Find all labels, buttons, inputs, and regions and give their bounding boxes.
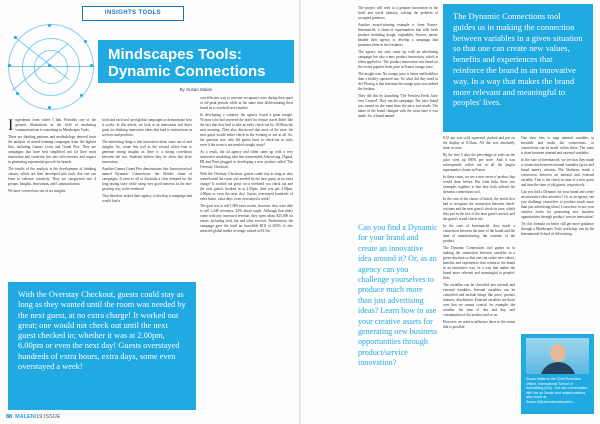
paragraph: The insight was: No orange juice is better and healthier than a freshly squeezed one. So what did they need to do? Placing it that Intermarché orange juice was indeed the freshest.	[358, 72, 438, 91]
pull-quote-text: Can you find a Dynamic for your brand and create an innovative idea around it? Or, as an agency can you challenge yourselves to produce much more than just advertising ideas? Learn how to use your creative assets for generating new business opportunities through product/service innovation?	[358, 223, 438, 368]
paragraph: The project will seek to a genuine innovation in the hotel and travel industry, solving the problem of occupied premises.	[358, 6, 438, 20]
page-number: 88	[6, 414, 13, 420]
paragraph: tools and each tool used global campaigns to demonstrate how it works. In this article, we look at an innovation tool that's great for thinking innovative ideas that lead to interactions in services and products.	[102, 118, 192, 137]
article-title	[98, 40, 294, 83]
paragraph: There are thinking patterns and methodology derived from the analysis of award-winning campaigns from the highest lists, including Cannes Lions and Grand Prix. They are campaigns that have best simplified not for their most innovation and creativity but also effectiveness and impact in generating exponential growth for brands.	[8, 135, 96, 164]
art-node	[90, 64, 93, 67]
body-column-1	[8, 118, 96, 278]
paragraph: We have covered one out of six insights	[8, 189, 66, 193]
right-page	[301, 0, 600, 424]
issue-label: /19 ISSUE	[34, 414, 61, 420]
paragraph: Another award-winning example is from France. Intermarché, a chain of supermarkets that sells fresh produce including dough, vegetables, flowers, meats, headed their agency to develop a campaign that promotes them in the freshness.	[358, 23, 438, 47]
art-node	[48, 106, 51, 109]
drop-cap: I	[8, 118, 14, 134]
art-node	[84, 40, 87, 43]
paragraph: With the Overstay Checkout, guests could stay as long as they wanted until the room was needed by the next guest, at no extra charge! It worked out great: on a weekend you check out and the next guest's booked in at 2.00pm, then you get 2.00pm, 4.00pm or even the next day! Guests overstayed hundreds of extra hours, extra days, even overstayed a week!	[200, 172, 293, 201]
title-line-1: Mindscapes Tools:	[108, 46, 242, 63]
paragraph: One then tries to map internal variables to movable and make the connections, or connections can be made within these. The same is done between internal and external variables.	[521, 136, 594, 155]
body-column-3	[200, 96, 293, 414]
art-node	[80, 94, 83, 97]
paragraph: In the case of the classic of hotels, the hotels first had to recognise the connection between check-out time and the next guest's check-in time, which they put in the fact of the next guest's arrival, and the guest's actual check-out.	[443, 197, 515, 221]
art-node	[14, 36, 17, 39]
art-node	[48, 24, 51, 27]
body-column-6	[521, 136, 594, 330]
author-bio-box	[521, 334, 594, 414]
magazine-brand: MALEN	[15, 414, 35, 420]
body-column-2	[102, 118, 192, 278]
section-tag: INSIGHTS TOOLS	[82, 6, 184, 21]
paragraph: In these cases, we see a new service/ product that would draw before. But what links these two examples together is that they both utilised the dynamic connections tool.	[443, 175, 515, 194]
page-folio	[6, 414, 60, 420]
paragraph: The variables can be classified into internal and external variables. Internal variables can be controlled and include things like price, product features, distribution. External variables are those over that we cannot control, for example: the weather, the time of day and day, and consumption of the product and so on.	[443, 283, 515, 317]
paragraph: In developing a solution, the agency found a great insight. Visitors who had reserved the hotel for leisure travel didn't like the fact that they had to take an early check-out by 10.00am the next morning. They also discovered that most of the time, the next guest would either check-in the evening or not at all. So, the question was, why did guests have to check-out so early even if the room is not needed straight away?	[200, 113, 293, 147]
paragraph: The results of the analysis is the development of thinking classes, which are then developed into tools that one can learn to enhance creativity. They are categorised into 4 groups: Insights, Innovation, and Communication.	[8, 167, 96, 186]
author-photo	[526, 338, 589, 374]
paragraph: The interesting thing is that innovative ideas come out of real insights. So, create this tool as the second which lean to generate strong insights as there is a strong correlation between the two. Students believe they be ideas that drive innovation.	[102, 140, 192, 164]
paragraph: ngredients from where I link. Probably one of the greatest illustrations in the field of marketing communications is something in Mindscapes Tools.	[15, 118, 96, 132]
paragraph: That therefore tasked their agency to develop a campaign that would find a	[102, 194, 192, 203]
left-page	[0, 0, 299, 424]
body-column-5	[443, 136, 515, 414]
title-line-2: Dynamic Connections	[108, 63, 266, 80]
art-node	[48, 64, 51, 67]
pull-quote-box: With the Overstay Checkout, guests could stay as long as they wanted until the room was needed by the next guest, at no extra charge! It worked out great; one would not check out until the next guest checked in; whether it was at 2.00pm, 6.00pm or even the next day! Guests overstayed hundreds of extra hours, extra days, some even overstayed a week!	[8, 282, 196, 410]
paragraph: 8:35 am was sold, squeezed, packed and put on the display at 8.35am. All this was absolutely done in store.	[443, 136, 515, 150]
paragraph: cost effective way to increase occupancy rates during their quiet or off-peak periods while at the same time differentiating their brand in a crowded travel market.	[200, 96, 293, 110]
art-node	[8, 64, 11, 67]
paragraph: In the case of Intermarché, they made a connection between the time of the brand and the time of manufacturing, the contents of the product.	[443, 224, 515, 243]
highlight-box: The Dynamic Connections tool guides us in making the connection between variables in a given situation so that one can create new values, benefits and experiences that reinforce the brand in an innovative way. In a way that makes the brand more relevant and meaningful to peoples' lives.	[443, 4, 593, 132]
byline: By Susan Malan	[179, 87, 213, 92]
author-bio-text: Susan Malan is the Chief Executive Officer, International School of Advertising (ISA). Get into conversation with her on Susan and related matters, also reach at Susan.M@advertisneducation...	[526, 377, 588, 404]
art-line	[8, 66, 94, 67]
paragraph: Try this formula on better still get more guidance through a Mindscapes Tools workshop, run by the International School of Advertising.	[521, 222, 594, 236]
paragraph: Another Cannes Grand Prix demonstrates this: Innovation tool named Dynamic Connections. the Skittles chain of campaigns. It went to all of Australia a clear demand for the long-lasting story while using very good interests in the fast-growing way in the weekend.	[102, 167, 192, 191]
paragraph: The agency not only came up with an advertising campaign but also a new product innovation, which is when applied to. The product innovation was based on the recent popular fresh juice in France orange juice.	[358, 50, 438, 69]
paragraph: As a result, the ad agency and client came up with a very innovative marketing idea that transcended Advertising. Digital, PR and Print plugged in developing a new product called 'The Overstay Checkout'.	[200, 150, 293, 169]
paragraph: The goal was to sell 1,000 extra rooms, however, they were able to sell 1,248 overstays, 20% above target. Although that didn't come with any increased revenue, they spent about $25,000 on extras, including food, bar and other services. Furthermore, the campaign gave the hotel an incredible ROI of 200%. It also attracted global media coverage valued at $1.5m.	[200, 204, 293, 233]
body-column-4	[358, 6, 438, 219]
paragraph: In the case of Intermarché, we see that they made a connection between internal variables (price and brand name), whereas The Northern, made a connection between an internal and external variable. That is the check-in time of a new guest and time the time of old guests, respectively.	[521, 158, 594, 187]
paragraph: By the first 5 days the percentage of sales on the juice went up 800% per store. And it was subsequently rolled out in all the largest supermarket chains in France.	[443, 153, 515, 172]
author-photo-head	[550, 344, 566, 362]
author-photo-body	[540, 362, 576, 374]
paragraph: The Dynamic Connections tool guides us in making the connection between variables in a given situation so that one can create new values, benefits and experiences that reinforce the brand in an innovative way. In a way that makes the brand more relevant and meaningful to peoples' lives.	[443, 246, 515, 280]
paragraph: However, we want to influence those to the extent that is possible.	[443, 320, 515, 329]
paragraph: They did this by launching 'The Freshest Fresh Juice ever Created'. They run the campaign. The juice brand was turned on the same time the juice was made. The name of the brand changed with the exact time it was made. So, a brand named	[358, 94, 438, 118]
paragraph: Can you find a Dynamic for your brand and create an innovative idea around it? Or, as an agency can you challenge yourselves to produce much more than just advertising ideas? Learn how to use your creative assets for generating new business opportunities through product/ service innovation?	[521, 190, 594, 219]
art-node	[16, 92, 19, 95]
